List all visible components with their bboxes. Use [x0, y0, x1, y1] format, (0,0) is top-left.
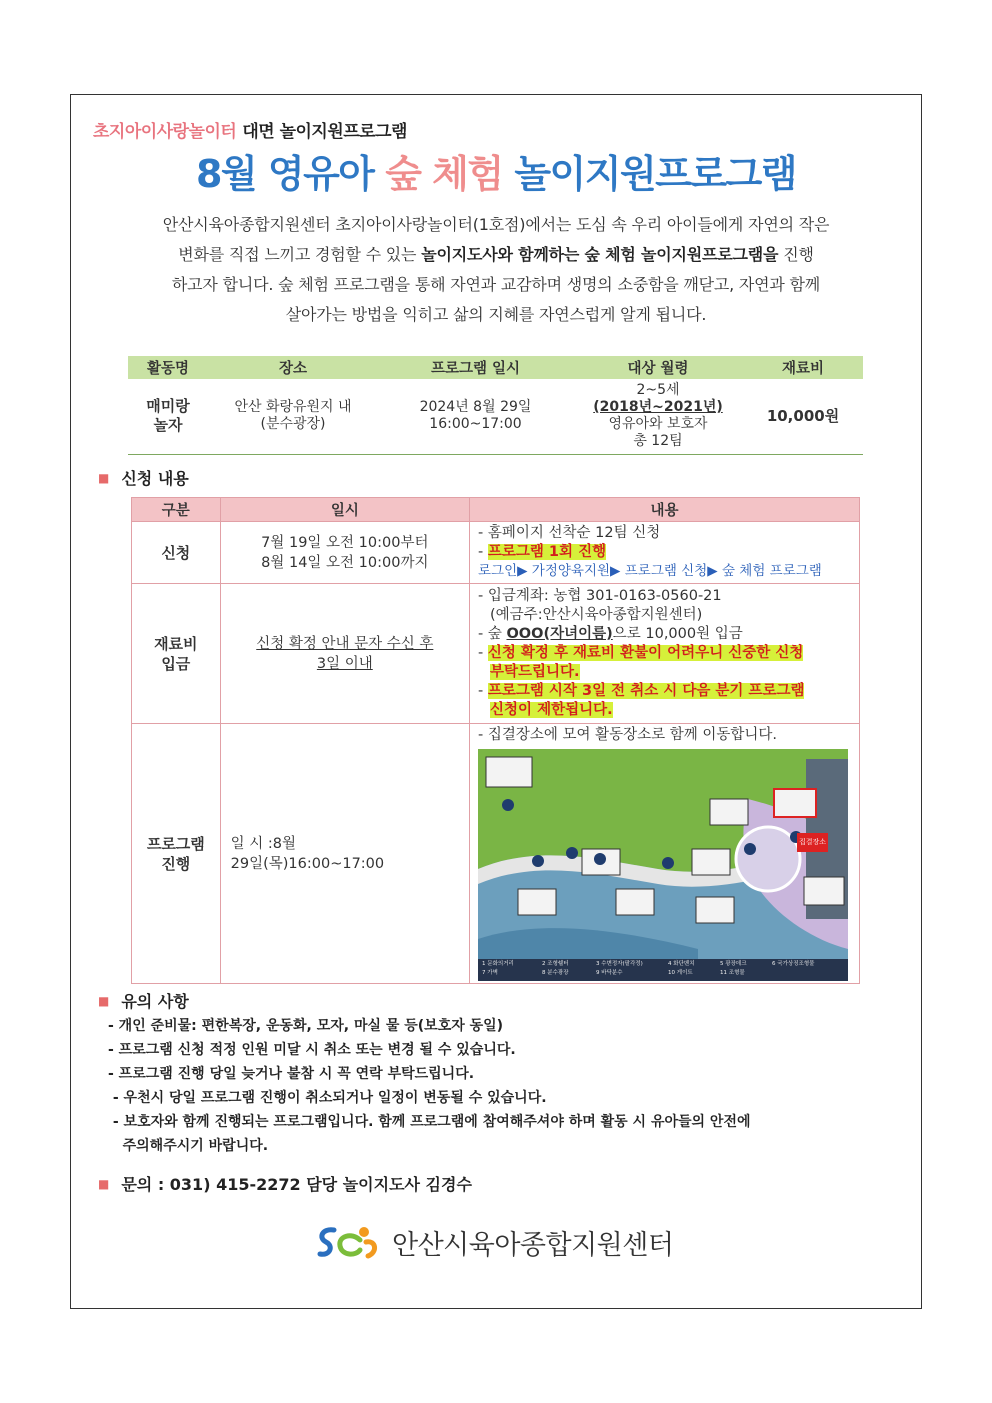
notes-list: [108, 1014, 898, 1158]
payment-line: - 프로그램 시작 3일 전 취소 시 다음 분기 프로그램: [478, 683, 805, 699]
legend-item: 1 문화의거리: [482, 961, 514, 967]
summary-row: [128, 379, 863, 454]
intro-text: 변화를 직접 느끼고 경험할 수 있는: [178, 245, 417, 264]
legend-item: 6 국가상징조형물: [772, 961, 815, 967]
place-line: (분수광장): [260, 416, 326, 433]
section-notes-title: 유의 사항: [121, 992, 189, 1011]
payment-underline: OOO(자녀이름): [506, 626, 613, 642]
park-map-illustration: [478, 749, 848, 981]
fee-cell: 10,000원: [743, 379, 863, 454]
org-name: 초지아이사랑놀이터: [93, 122, 237, 142]
legend-item: 10 게이트: [668, 970, 693, 976]
place-line: 안산 화랑유원지 내: [234, 399, 352, 416]
center-logo-text: 안산시육아종합지원센터: [392, 1229, 674, 1261]
note-item: - 개인 준비물: 편한복장, 운동화, 모자, 마실 물 등(보호자 동일): [108, 1018, 504, 1034]
age-line: 총 12팀: [633, 433, 683, 450]
apply-content: [470, 522, 860, 584]
bullet-square-icon: ■: [98, 994, 110, 1008]
age-years: (2018년~2021년): [593, 399, 723, 416]
highlight-text: 프로그램 1회 진행: [487, 544, 607, 560]
apply-path: 로그인▶ 가정양육지원▶ 프로그램 신청▶ 숲 체험 프로그램: [478, 563, 822, 579]
summary-header: 재료비: [743, 356, 863, 379]
center-logo: [316, 1222, 673, 1262]
intro-text: 진행: [783, 245, 814, 264]
payment-date-line: 신청 확정 안내 문자 수신 후: [256, 635, 434, 652]
program-label-line: 프로그램: [146, 834, 205, 853]
note-item: - 우천시 당일 프로그램 진행이 취소되거나 일정이 변동될 수 있습니다.: [108, 1090, 547, 1106]
date-cell: [378, 379, 573, 454]
contact-info: [98, 1172, 472, 1195]
summary-header-row: [128, 356, 863, 379]
apply-label: 신청: [132, 522, 221, 584]
summary-header: 대상 월령: [573, 356, 743, 379]
payment-text: - 숲: [478, 626, 507, 642]
note-item: - 프로그램 진행 당일 늦거나 불참 시 꼭 연락 부탁드립니다.: [108, 1066, 475, 1082]
summary-header: 활동명: [128, 356, 208, 379]
legend-item: 4 화단벤치: [668, 961, 695, 967]
program-date-line: 일 시 :8월: [230, 835, 296, 852]
legend-item: 7 가벽: [482, 970, 498, 976]
meeting-point-label: 집결장소: [797, 833, 828, 852]
legend-item: 5 광장데크: [720, 961, 747, 967]
intro-line: [118, 240, 874, 270]
program-subtitle: [93, 117, 407, 142]
program-date-line: 29일(목)16:00~17:00: [230, 855, 385, 872]
detail-header: 일시: [220, 498, 469, 522]
activity-name: [128, 379, 208, 454]
date-line: 2024년 8월 29일: [419, 399, 532, 416]
program-line: - 집결장소에 모여 활동장소로 함께 이동합니다.: [478, 727, 778, 743]
apply-line: [478, 543, 853, 562]
highlight-text: 프로그램 시작 3일 전 취소 시 다음 분기 프로그램: [487, 683, 805, 699]
payment-label-line: 입금: [161, 654, 191, 673]
payment-line: [478, 663, 853, 682]
apply-date-line: 7월 19일 오전 10:00부터: [261, 534, 429, 551]
program-date: [220, 724, 469, 984]
map-legend: [482, 960, 844, 978]
highlight-text: 부탁드립니다.: [490, 664, 580, 680]
bullet-square-icon: ■: [98, 1177, 110, 1191]
title-part1: 8월 영유아: [195, 152, 374, 196]
apply-line: - 홈페이지 선착순 12팀 신청: [478, 525, 661, 541]
date-line: 16:00~17:00: [429, 416, 522, 433]
payment-line: [478, 625, 853, 644]
payment-line: [478, 701, 853, 720]
note-item: 주의해주시기 바랍니다.: [108, 1138, 269, 1154]
summary-header: 프로그램 일시: [378, 356, 573, 379]
program-label-line: 진행: [161, 854, 191, 873]
payment-label: [132, 584, 221, 724]
note-item: - 보호자와 함께 진행되는 프로그램입니다. 함께 프로그램에 참여해주셔야 하며 활동 시 유아들의 안전에: [108, 1114, 751, 1130]
section-notes: [98, 989, 189, 1012]
title-part2: 놀이지원프로그램: [514, 152, 796, 196]
age-line: 2~5세: [636, 382, 680, 399]
payment-line: (예금주:안산시육아종합지원센터): [490, 607, 703, 623]
intro-line: 살아가는 방법을 익히고 삶의 지혜를 자연스럽게 알게 됩니다.: [285, 305, 707, 324]
payment-label-line: 재료비: [154, 634, 198, 653]
payment-date-line: 3일 이내: [316, 655, 373, 672]
intro-paragraph: [118, 210, 874, 330]
payment-content: [470, 584, 860, 724]
program-content: [470, 724, 860, 984]
payment-text: 으로 10,000원 입금: [612, 626, 743, 642]
legend-item: 9 바닥분수: [596, 970, 623, 976]
legend-item: 3 수변정자(팔각정): [596, 961, 643, 967]
place-cell: [208, 379, 378, 454]
section-apply-title: 신청 내용: [121, 469, 189, 488]
legend-item: 11 조형물: [720, 970, 745, 976]
activity-name-text: 매미랑 놀자: [146, 397, 190, 435]
summary-table: [128, 356, 863, 455]
center-logo-icon: [316, 1222, 382, 1262]
intro-bold: 놀이지도사와 함께하는 숲 체험 놀이지원프로그램을: [421, 245, 779, 264]
payment-line: - 입금계좌: 농협 301-0163-0560-21: [478, 588, 722, 604]
payment-row: [132, 584, 860, 724]
intro-line: 하고자 합니다. 숲 체험 프로그램을 통해 자연과 교감하며 생명의 소중함을 깨닫고, 자연과 함께: [171, 275, 821, 294]
apply-date-line: 8월 14일 오전 10:00까지: [261, 554, 429, 571]
note-item: - 프로그램 신청 적정 인원 미달 시 취소 또는 변경 될 수 있습니다.: [108, 1042, 516, 1058]
highlight-text: 신청이 제한됩니다.: [490, 702, 613, 718]
summary-header: 장소: [208, 356, 378, 379]
apply-row: [132, 522, 860, 584]
payment-date: [220, 584, 469, 724]
legend-item: 8 분수광장: [542, 970, 569, 976]
bullet-square-icon: ■: [98, 471, 110, 485]
age-cell: [573, 379, 743, 454]
subtitle-text: 대면 놀이지원프로그램: [242, 122, 407, 142]
legend-item: 2 조형쉘터: [542, 961, 569, 967]
payment-line: - 신청 확정 후 재료비 환불이 어려우니 신중한 신청: [478, 645, 804, 661]
section-apply: [98, 466, 189, 489]
dash: -: [478, 544, 488, 560]
program-row: [132, 724, 860, 984]
apply-date: [220, 522, 469, 584]
contact-text: 문의 : 031) 415-2272 담당 놀이지도사 김경수: [121, 1175, 472, 1194]
intro-line: 안산시육아종합지원센터 초지아이사랑놀이터(1호점)에서는 도심 속 우리 아이들에게 자연의 작은: [162, 215, 830, 234]
detail-header: 내용: [470, 498, 860, 522]
park-map-image: [478, 749, 848, 981]
program-label: [132, 724, 221, 984]
detail-header: 구분: [132, 498, 221, 522]
highlight-text: 신청 확정 후 재료비 환불이 어려우니 신중한 신청: [487, 645, 804, 661]
detail-header-row: [132, 498, 860, 522]
detail-table: [131, 497, 860, 984]
title-accent: 숲 체험: [385, 152, 503, 196]
page-title: [0, 143, 992, 198]
age-line: 영유아와 보호자: [608, 416, 708, 433]
